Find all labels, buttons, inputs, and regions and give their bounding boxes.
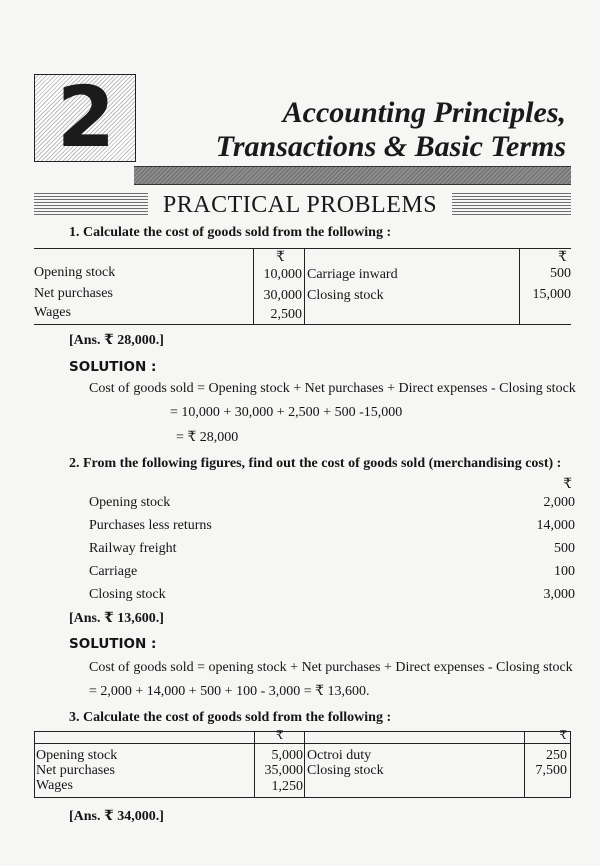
q2-answer: [Ans. ₹ 13,600.] bbox=[69, 611, 164, 626]
q1-solution-line3: = ₹ 28,000 bbox=[176, 430, 239, 445]
q1-left-label-1: Net purchases bbox=[34, 286, 113, 301]
chapter-title-line1: Accounting Principles, bbox=[282, 96, 566, 129]
q2-currency-header: ₹ bbox=[563, 477, 572, 492]
q1-solution-line1: Cost of goods sold = Opening stock + Net purchases + Direct expenses - Closing stock bbox=[89, 381, 576, 396]
q2-item-value-4: 3,000 bbox=[543, 587, 575, 602]
q2-solution-line2: = 2,000 + 14,000 + 500 + 100 - 3,000 = ₹ 13,600. bbox=[89, 684, 370, 699]
q3-table bbox=[34, 728, 571, 799]
q1-right-label-1: Closing stock bbox=[307, 288, 384, 303]
chapter-title-line2: Transactions & Basic Terms bbox=[215, 130, 566, 163]
q2-item-label-1: Purchases less returns bbox=[89, 518, 212, 533]
q3-answer: [Ans. ₹ 34,000.] bbox=[69, 809, 164, 824]
q1-solution-label: SOLUTION : bbox=[69, 359, 157, 375]
q3-right-label-1: Closing stock bbox=[307, 763, 384, 778]
q1-solution-line2: = 10,000 + 30,000 + 2,500 + 500 -15,000 bbox=[170, 405, 403, 420]
q2-item-label-4: Closing stock bbox=[89, 587, 166, 602]
section-heading: PRACTICAL PROBLEMS bbox=[162, 192, 438, 218]
q1-right-label-0: Carriage inward bbox=[307, 267, 398, 282]
q2-item-value-0: 2,000 bbox=[543, 495, 575, 510]
q2-item-label-0: Opening stock bbox=[89, 495, 171, 510]
q1-currency-header-right: ₹ bbox=[558, 250, 567, 265]
q3-left-label-0: Opening stock bbox=[36, 748, 118, 763]
q3-left-value-2: 1,250 bbox=[271, 779, 303, 794]
q1-right-value-0: 500 bbox=[550, 266, 571, 281]
q1-left-label-2: Wages bbox=[34, 305, 71, 320]
q2-solution-line1: Cost of goods sold = opening stock + Net purchases + Direct expenses - Closing stock bbox=[89, 660, 573, 675]
q3-left-value-0: 5,000 bbox=[271, 748, 303, 763]
q2-item-value-2: 500 bbox=[554, 541, 575, 556]
q1-answer: [Ans. ₹ 28,000.] bbox=[69, 333, 164, 348]
q1-left-label-0: Opening stock bbox=[34, 265, 116, 280]
q1-table bbox=[34, 248, 571, 326]
chapter-number-box bbox=[34, 68, 136, 166]
q2-question: 2. From the following figures, find out the cost of goods sold (merchandising cost) : bbox=[69, 456, 562, 471]
q2-item-value-1: 14,000 bbox=[536, 518, 575, 533]
q3-left-label-1: Net purchases bbox=[36, 763, 115, 778]
chapter-number: 2 bbox=[56, 68, 114, 166]
q1-question: 1. Calculate the cost of goods sold from the following : bbox=[69, 225, 392, 240]
q1-left-value-2: 2,500 bbox=[270, 307, 302, 322]
q3-left-label-2: Wages bbox=[36, 778, 73, 793]
q3-currency-header-right: ₹ bbox=[559, 728, 567, 742]
q3-currency-header-left: ₹ bbox=[276, 728, 284, 742]
q1-left-value-1: 30,000 bbox=[263, 288, 302, 303]
heading-decoration-left bbox=[34, 193, 148, 215]
q2-solution-label: SOLUTION : bbox=[69, 636, 157, 652]
q1-left-value-0: 10,000 bbox=[263, 267, 302, 282]
q2-item-label-2: Railway freight bbox=[89, 541, 177, 556]
q2-item-value-3: 100 bbox=[554, 564, 575, 579]
chapter-banner-bar bbox=[134, 166, 571, 185]
q3-question: 3. Calculate the cost of goods sold from the following : bbox=[69, 710, 392, 725]
q3-right-value-1: 7,500 bbox=[535, 763, 567, 778]
q3-left-value-1: 35,000 bbox=[264, 763, 303, 778]
q1-currency-header-left: ₹ bbox=[276, 250, 285, 265]
q2-item-label-3: Carriage bbox=[89, 564, 138, 579]
q3-right-label-0: Octroi duty bbox=[307, 748, 372, 763]
q3-right-value-0: 250 bbox=[546, 748, 567, 763]
q1-right-value-1: 15,000 bbox=[532, 287, 571, 302]
heading-decoration-right bbox=[452, 193, 571, 215]
